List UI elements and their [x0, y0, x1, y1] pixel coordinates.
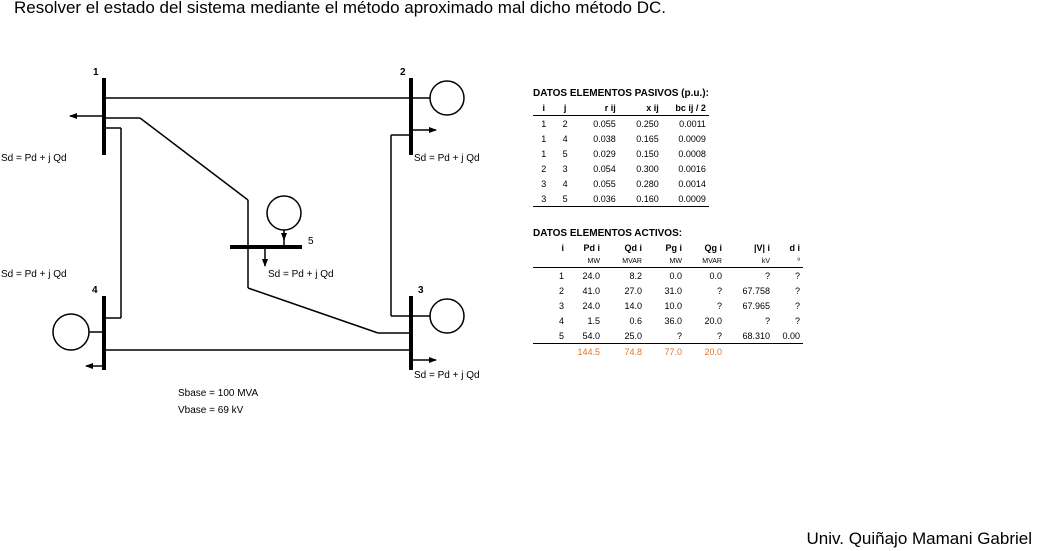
table-header-row	[533, 100, 709, 116]
col-header: Qd i	[624, 242, 642, 253]
table-row: 5 54.0 25.0 ? ? 68.310 0.00	[533, 328, 803, 344]
load-label-1: Sd = Pd + j Qd	[1, 153, 67, 164]
passive-elements-table	[533, 86, 709, 207]
col-header: r ij	[604, 102, 616, 113]
table-row: 1 5 0.029 0.150 0.0008	[541, 148, 706, 159]
table-row: 3 24.0 14.0 10.0 ? 67.965 ?	[558, 300, 800, 311]
line-1-5-b	[140, 118, 248, 200]
author-name: Univ. Quiñajo Mamani Gabriel	[806, 529, 1032, 548]
table-row: 2 3 0.054 0.300 0.0016	[541, 163, 706, 174]
active-table-caption: DATOS ELEMENTOS ACTIVOS:	[533, 227, 683, 239]
col-header: |V| i	[753, 242, 770, 253]
table-header-row	[533, 240, 803, 255]
col-header: i	[561, 242, 564, 253]
generator-4-icon	[53, 314, 89, 350]
col-header: Pg i	[665, 242, 682, 253]
col-header: i	[542, 102, 545, 113]
col-header: Qg i	[704, 242, 722, 253]
col-header: bc ij / 2	[675, 102, 706, 113]
bus-label-2: 2	[400, 67, 406, 78]
col-header: x ij	[646, 102, 659, 113]
load-label-2: Sd = Pd + j Qd	[414, 153, 480, 164]
generator-3-icon	[430, 299, 464, 333]
table-row: 1 2 0.055 0.250 0.0011	[541, 118, 706, 129]
generator-2-icon	[430, 81, 464, 115]
units-row: MW MVAR MW MVAR kV º	[533, 255, 803, 268]
table-row: 4 1.5 0.6 36.0 20.0 ? ?	[558, 315, 800, 326]
generator-5-icon	[267, 196, 301, 230]
totals-row: 144.5 74.8 77.0 20.0	[577, 346, 722, 357]
line-3-5-b	[248, 288, 378, 333]
sbase-label: Sbase = 100 MVA	[178, 388, 259, 399]
table-row: 2 41.0 27.0 31.0 ? 67.758 ?	[558, 285, 800, 296]
passive-table-caption: DATOS ELEMENTOS PASIVOS (p.u.):	[533, 87, 709, 99]
bus-label-5: 5	[308, 236, 314, 247]
col-header: j	[563, 102, 567, 113]
bus-label-1: 1	[93, 67, 99, 78]
table-row: 3 5 0.036 0.160 0.0009	[533, 191, 709, 207]
col-header: Pd i	[583, 242, 600, 253]
vbase-label: Vbase = 69 kV	[178, 405, 244, 416]
load-label-5: Sd = Pd + j Qd	[268, 269, 334, 280]
table-row: 3 4 0.055 0.280 0.0014	[541, 178, 706, 189]
col-header: d i	[789, 242, 800, 253]
table-row: 1 24.0 8.2 0.0 0.0 ? ?	[558, 270, 800, 281]
load-label-3: Sd = Pd + j Qd	[414, 370, 480, 381]
page-title: Resolver el estado del sistema mediante el método aproximado mal dicho método DC.	[14, 0, 666, 17]
active-elements-table	[533, 226, 803, 359]
table-row: 1 4 0.038 0.165 0.0009	[541, 133, 706, 144]
bus-label-4: 4	[92, 285, 98, 296]
bus-label-3: 3	[418, 285, 424, 296]
load-label-4: Sd = Pd + j Qd	[1, 269, 67, 280]
